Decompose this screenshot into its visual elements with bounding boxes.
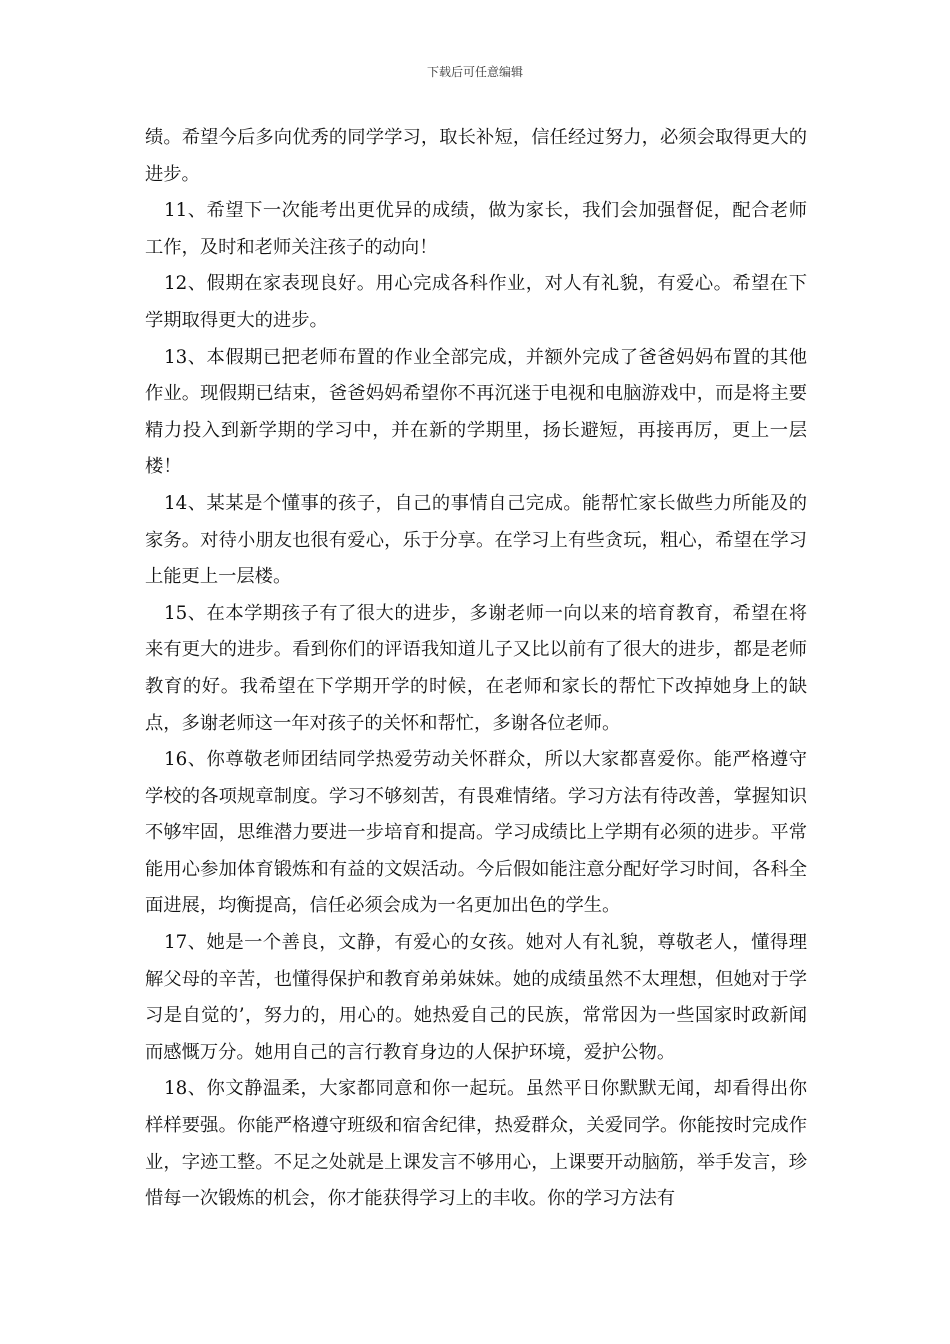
document-body [145, 120, 807, 1218]
paragraph-item-11: 11、希望下一次能考出更优异的成绩，做为家长，我们会加强督促，配合老师工作，及时和老师关注孩子的动向！ [145, 200, 807, 258]
paragraph-item-15: 15、在本学期孩子有了很大的进步，多谢老师一向以来的培育教育，希望在将来有更大的进步。看到你们的评语我知道儿子又比以前有了很大的进步，都是老师教育的好。我希望在下学期开学的时候，在老师和家长的帮忙下改掉她身上的缺点，多谢老师这一年对孩子的关怀和帮忙，多谢各位老师。 [145, 602, 807, 734]
paragraph-item-13: 13、本假期已把老师布置的作业全部完成，并额外完成了爸爸妈妈布置的其他作业。现假期已结束，爸爸妈妈希望你不再沉迷于电视和电脑游戏中，而是将主要精力投入到新学期的学习中，并在新的学期里，扬长避短，再接再厉，更上一层楼！ [145, 346, 807, 478]
paragraph-item-12: 12、假期在家表现良好。用心完成各科作业，对人有礼貌，有爱心。希望在下学期取得更大的进步。 [145, 273, 807, 331]
paragraph-item-18: 18、你文静温柔，大家都同意和你一起玩。虽然平日你默默无闻，却看得出你样样要强。你能严格遵守班级和宿舍纪律，热爱群众，关爱同学。你能按时完成作业，字迹工整。不足之处就是上课发言不够用心，上课要开动脑筋，举手发言，珍惜每一次锻炼的机会，你才能获得学习上的丰收。你的学习方法有 [145, 1078, 807, 1210]
page-header: 下载后可任意编辑 [426, 65, 523, 79]
paragraph-item-14: 14、某某是个懂事的孩子，自己的事情自己完成。能帮忙家长做些力所能及的家务。对待小朋友也很有爱心，乐于分享。在学习上有些贪玩，粗心，希望在学习上能更上一层楼。 [145, 492, 807, 588]
paragraph-item-17: 17、她是一个善良，文静，有爱心的女孩。她对人有礼貌，尊敬老人，懂得理解父母的辛苦，也懂得保护和教育弟弟妹妹。她的成绩虽然不太理想，但她对于学习是自觉的’，努力的，用心的。她热爱自己的民族，常常因为一些国家时政新闻而感慨万分。她用自己的言行教育身边的人保护环境，爱护公物。 [145, 932, 807, 1063]
paragraph-item-16: 16、你尊敬老师团结同学热爱劳动关怀群众，所以大家都喜爱你。能严格遵守学校的各项规章制度。学习不够刻苦，有畏难情绪。学习方法有待改善，掌握知识不够牢固，思维潜力要进一步培育和提高。学习成绩比上学期有必须的进步。平常能用心参加体育锻炼和有益的文娱活动。今后假如能注意分配好学习时间，各科全面进展，均衡提高，信任必须会成为一名更加出色的学生。 [145, 749, 807, 917]
paragraph-continuation: 绩。希望今后多向优秀的同学学习，取长补短，信任经过努力，必须会取得更大的进步。 [145, 127, 807, 185]
